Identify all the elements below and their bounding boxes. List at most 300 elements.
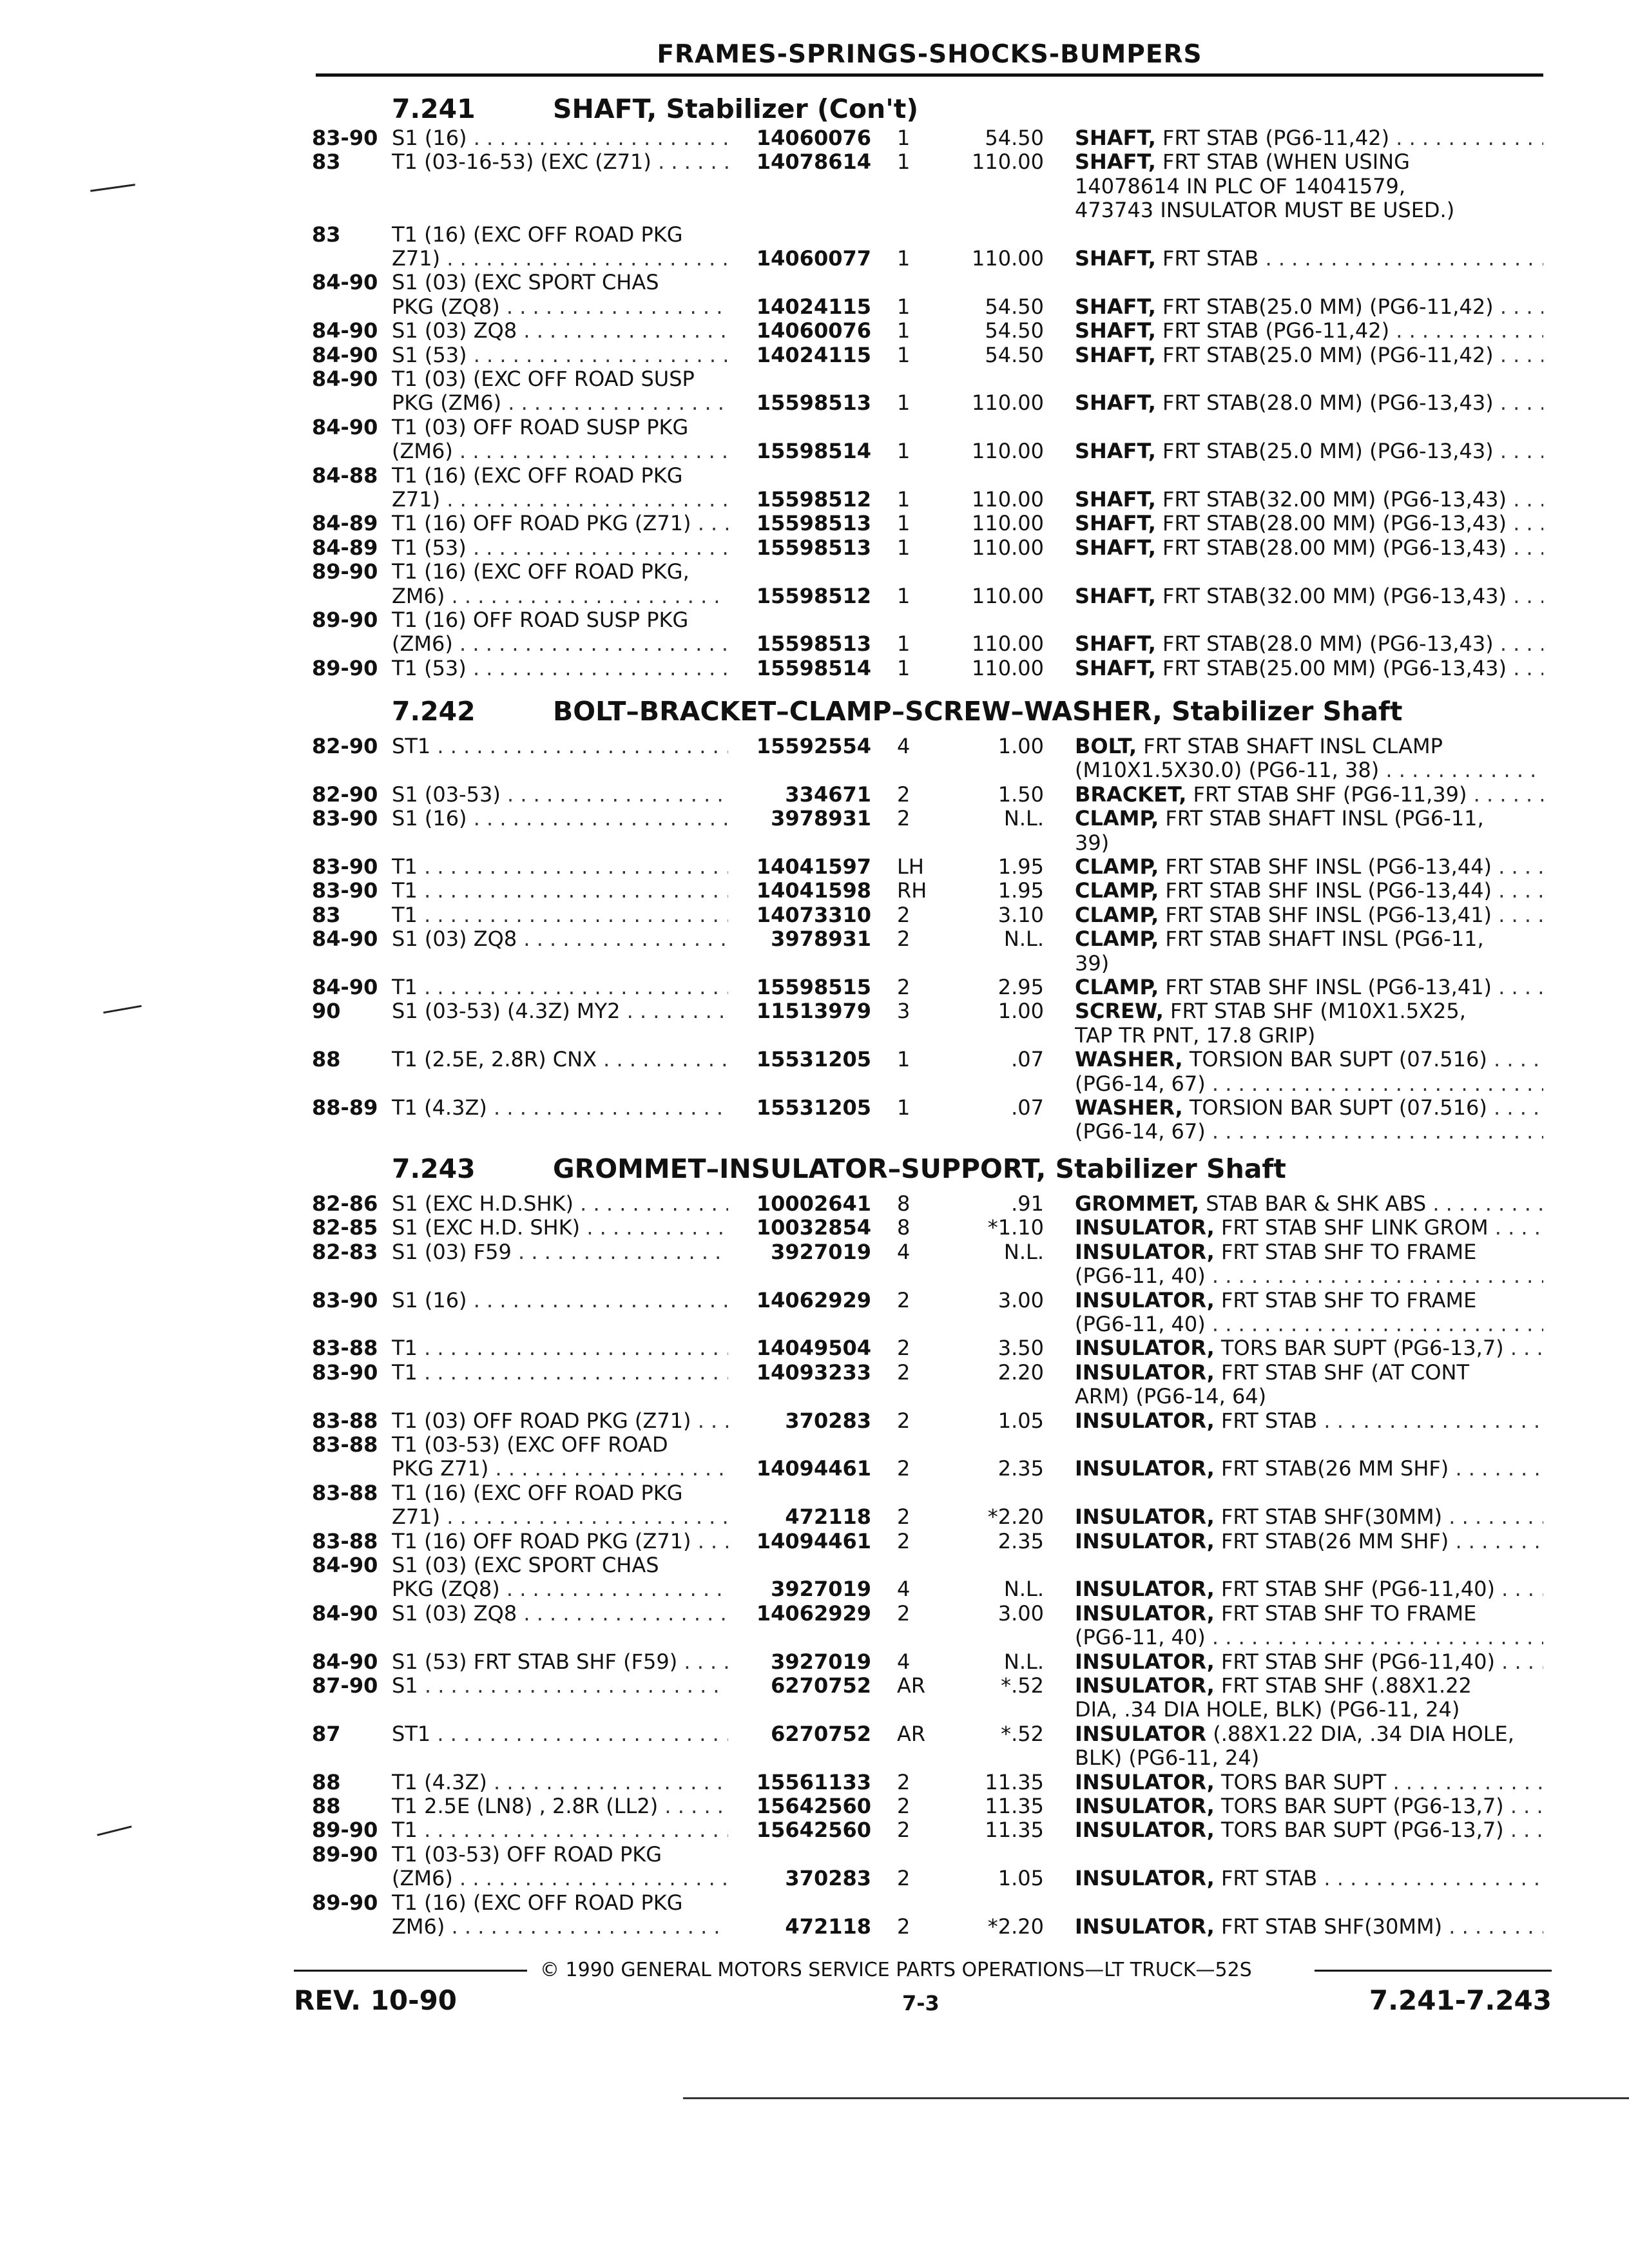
part-number: 15598514	[756, 656, 871, 680]
description-keyword: SHAFT,	[1075, 439, 1156, 463]
page-number: 7-3	[902, 1991, 940, 2015]
part-number: 15598513	[756, 631, 871, 656]
description-keyword: INSULATOR,	[1075, 1336, 1215, 1360]
model-years: 88	[312, 1770, 341, 1794]
description	[1075, 1312, 1543, 1336]
description-text: FRT STAB(26 MM SHF)	[1214, 1457, 1449, 1481]
application: T1 . . .	[392, 1361, 728, 1385]
description-keyword: CLAMP,	[1075, 927, 1159, 951]
quantity: 2	[897, 1770, 911, 1794]
part-number: 334671	[785, 782, 871, 807]
application: (ZM6) . . .	[392, 439, 728, 463]
description-keyword: INSULATOR,	[1075, 1674, 1215, 1698]
quantity: 1	[897, 584, 911, 608]
model-years: 84-90	[312, 343, 378, 367]
model-years: 89-90	[312, 559, 378, 584]
application: T1 (53) . . .	[392, 536, 728, 560]
application: Z71) . . .	[392, 488, 728, 512]
description-keyword: INSULATOR,	[1075, 1240, 1215, 1264]
description	[1075, 584, 1543, 608]
model-years: 82-90	[312, 734, 378, 758]
price: 1.05	[998, 1408, 1044, 1433]
description	[1075, 927, 1543, 951]
price: 1.50	[998, 782, 1044, 807]
price: .91	[1011, 1191, 1044, 1216]
application: T1 . . .	[392, 975, 728, 999]
description-text: FRT STAB (PG6-11,42)	[1155, 126, 1390, 150]
description-keyword: INSULATOR,	[1075, 1867, 1215, 1890]
quantity: 2	[897, 903, 911, 927]
quantity: 1	[897, 487, 911, 512]
price: 3.50	[998, 1336, 1044, 1360]
description	[1075, 319, 1543, 343]
description-text: FRT STAB(28.00 MM) (PG6-13,43)	[1155, 536, 1507, 560]
model-years: 83-88	[312, 1529, 378, 1553]
description	[1075, 1674, 1543, 1698]
description-text: FRT STAB(25.0 MM) (PG6-13,43)	[1155, 439, 1494, 463]
description	[1075, 1626, 1543, 1649]
application: T1 (16) (EXC OFF ROAD PKG	[392, 1891, 683, 1915]
description-text: FRT STAB(25.0 MM) (PG6-11,42)	[1155, 343, 1494, 367]
application: ZM6) . . .	[392, 1915, 728, 1939]
application: T1 . . .	[392, 903, 728, 927]
application: S1 (53) FRT STAB SHF (F59) . . .	[392, 1650, 728, 1674]
part-number: 3978931	[771, 806, 871, 831]
description-text: (PG6-14, 67)	[1075, 1120, 1206, 1144]
model-years: 88	[312, 1794, 341, 1818]
application: (ZM6) . . .	[392, 1867, 728, 1890]
application: T1 (16) (EXC OFF ROAD PKG	[392, 1481, 683, 1505]
price: 1.00	[998, 734, 1044, 758]
description-text: FRT STAB	[1214, 1867, 1318, 1890]
description	[1075, 1120, 1543, 1144]
description-text: ARM) (PG6-14, 64)	[1075, 1385, 1267, 1408]
part-number: 15598513	[756, 535, 871, 560]
part-number: 15598512	[756, 584, 871, 608]
application: Z71) . . .	[392, 247, 728, 271]
quantity: 2	[897, 1456, 911, 1481]
description-keyword: SHAFT,	[1075, 657, 1156, 680]
part-number: 15598512	[756, 487, 871, 512]
part-number: 10002641	[756, 1191, 871, 1216]
description-keyword: WASHER,	[1075, 1048, 1183, 1072]
description-keyword: CLAMP,	[1075, 807, 1159, 831]
description-keyword: SHAFT,	[1075, 126, 1156, 150]
description	[1075, 439, 1543, 463]
price: 1.95	[998, 878, 1044, 903]
application: S1 (03) ZQ8 . . .	[392, 1602, 728, 1626]
model-years: 84-90	[312, 1601, 378, 1626]
part-number: 3978931	[771, 927, 871, 951]
description	[1075, 1722, 1543, 1746]
model-years: 90	[312, 999, 341, 1023]
description-keyword: GROMMET,	[1075, 1192, 1200, 1216]
price: 110.00	[972, 631, 1044, 656]
part-number: 14094461	[756, 1456, 871, 1481]
description-keyword: SHAFT,	[1075, 319, 1156, 343]
application: PKG (ZQ8) . . .	[392, 1577, 728, 1601]
description-keyword: INSULATOR,	[1075, 1915, 1215, 1939]
application: T1 (16) (EXC OFF ROAD PKG	[392, 464, 683, 488]
description	[1075, 1361, 1543, 1385]
description	[1075, 1746, 1543, 1770]
model-years: 83	[312, 149, 341, 174]
model-years: 84-89	[312, 511, 378, 535]
description-keyword: SHAFT,	[1075, 488, 1156, 512]
section-title: BOLT–BRACKET–CLAMP–SCREW–WASHER, Stabilizer Shaft	[553, 696, 1403, 727]
quantity: 1	[897, 631, 911, 656]
description-text: FRT STAB SHF TO FRAME	[1214, 1289, 1477, 1312]
application: S1 (16) . . .	[392, 1289, 728, 1312]
part-number: 14078614	[756, 149, 871, 174]
description-text: TORS BAR SUPT	[1214, 1771, 1387, 1794]
section-title: GROMMET–INSULATOR–SUPPORT, Stabilizer Shaft	[553, 1153, 1286, 1184]
description-text: FRT STAB SHAFT INSL (PG6-11,	[1159, 927, 1484, 951]
description-text: TORS BAR SUPT (PG6-13,7)	[1214, 1336, 1504, 1360]
quantity: 2	[897, 1408, 911, 1433]
description-text: 14078614 IN PLC OF 14041579,	[1075, 175, 1406, 198]
quantity: 1	[897, 343, 911, 367]
price: *2.20	[987, 1504, 1044, 1529]
description-text: FRT STAB SHF INSL (PG6-13,41)	[1159, 903, 1492, 927]
model-years: 83-90	[312, 1288, 378, 1312]
description	[1075, 758, 1543, 782]
part-number: 15592554	[756, 734, 871, 758]
quantity: 2	[897, 1504, 911, 1529]
description-keyword: SHAFT,	[1075, 584, 1156, 608]
price: 3.00	[998, 1288, 1044, 1312]
quantity: 4	[897, 1577, 911, 1601]
application: T1 (03-16-53) (EXC (Z71) . . .	[392, 150, 728, 174]
part-number: 14094461	[756, 1529, 871, 1553]
application: Z71) . . .	[392, 1505, 728, 1529]
model-years: 82-90	[312, 782, 378, 807]
price: 110.00	[972, 535, 1044, 560]
price: 110.00	[972, 246, 1044, 271]
description-keyword: INSULATOR	[1075, 1722, 1207, 1746]
description-text: FRT STAB	[1155, 247, 1259, 271]
description-keyword: INSULATOR,	[1075, 1361, 1215, 1385]
part-number: 3927019	[771, 1577, 871, 1601]
part-number: 15561133	[756, 1770, 871, 1794]
application: S1 (03) F59 . . .	[392, 1240, 728, 1264]
model-years: 89-90	[312, 1890, 378, 1915]
quantity: 2	[897, 1866, 911, 1890]
quantity: AR	[897, 1673, 926, 1698]
header-rule	[316, 73, 1543, 77]
application: S1 (03) ZQ8 . . .	[392, 927, 728, 951]
description-text: FRT STAB SHAFT INSL CLAMP	[1137, 735, 1443, 758]
description	[1075, 735, 1543, 758]
model-years: 83-90	[312, 1360, 378, 1385]
description-keyword: SHAFT,	[1075, 632, 1156, 656]
quantity: 4	[897, 1649, 911, 1674]
part-number: 3927019	[771, 1649, 871, 1674]
description	[1075, 1505, 1543, 1529]
price: N.L.	[1003, 1240, 1044, 1264]
quantity: 2	[897, 1914, 911, 1939]
description-text: FRT STAB SHF TO FRAME	[1214, 1602, 1477, 1626]
application: S1 (03-53) (4.3Z) MY2 . . .	[392, 999, 728, 1023]
description-text: TAP TR PNT, 17.8 GRIP)	[1075, 1024, 1316, 1048]
description-text: FRT STAB (PG6-11,42)	[1155, 319, 1390, 343]
model-years: 84-90	[312, 975, 378, 999]
part-number: 14049504	[756, 1336, 871, 1360]
price: N.L.	[1003, 1649, 1044, 1674]
description-keyword: CLAMP,	[1075, 855, 1159, 879]
price: N.L.	[1003, 806, 1044, 831]
description	[1075, 1867, 1543, 1890]
description-text: (M10X1.5X30.0) (PG6-11, 38)	[1075, 758, 1380, 782]
price: 110.00	[972, 390, 1044, 415]
part-number: 15531205	[756, 1047, 871, 1072]
quantity: 2	[897, 1794, 911, 1818]
price: 11.35	[985, 1818, 1044, 1842]
description	[1075, 126, 1543, 150]
description-keyword: INSULATOR,	[1075, 1409, 1215, 1433]
part-number: 14024115	[756, 294, 871, 319]
description-keyword: INSULATOR,	[1075, 1794, 1215, 1818]
margin-mark	[90, 184, 135, 192]
price: .07	[1011, 1047, 1044, 1072]
description-text: FRT STAB SHF (PG6-11,40)	[1214, 1577, 1495, 1601]
model-years: 83-90	[312, 806, 378, 831]
application: T1 . . .	[392, 855, 728, 879]
price: 54.50	[985, 294, 1044, 319]
description-text: 473743 INSULATOR MUST BE USED.)	[1075, 198, 1455, 222]
model-years: 83	[312, 903, 341, 927]
section-number: 7.243	[392, 1153, 476, 1184]
price: 54.50	[985, 126, 1044, 150]
footer-rule-left	[294, 1970, 527, 1972]
description-text: TORS BAR SUPT (PG6-13,7)	[1214, 1818, 1504, 1842]
description-text: DIA, .34 DIA HOLE, BLK) (PG6-11, 24)	[1075, 1698, 1460, 1722]
description	[1075, 175, 1543, 198]
quantity: 4	[897, 734, 911, 758]
description-keyword: SHAFT,	[1075, 512, 1156, 535]
part-number: 11513979	[756, 999, 871, 1023]
part-number: 15531205	[756, 1095, 871, 1120]
description	[1075, 512, 1543, 535]
description-keyword: BOLT,	[1075, 735, 1137, 758]
application: S1 (53) . . .	[392, 343, 728, 367]
price: 11.35	[985, 1794, 1044, 1818]
description	[1075, 1024, 1543, 1048]
description	[1075, 1192, 1543, 1216]
description	[1075, 1915, 1543, 1939]
price: 110.00	[972, 149, 1044, 174]
model-years: 82-86	[312, 1191, 378, 1216]
quantity: 1	[897, 1095, 911, 1120]
quantity: 2	[897, 1601, 911, 1626]
application: T1 (16) (EXC OFF ROAD PKG,	[392, 560, 689, 584]
part-number: 370283	[785, 1866, 871, 1890]
description-keyword: SHAFT,	[1075, 391, 1156, 415]
description-text: FRT STAB SHF (M10X1.5X25,	[1163, 999, 1466, 1023]
quantity: 1	[897, 656, 911, 680]
price: *2.20	[987, 1914, 1044, 1939]
application: T1 (03) (EXC OFF ROAD SUSP	[392, 367, 695, 391]
part-number: 6270752	[771, 1673, 871, 1698]
quantity: LH	[897, 854, 924, 879]
description-text: FRT STAB SHF (.88X1.22	[1214, 1674, 1472, 1698]
description	[1075, 1698, 1543, 1722]
part-number: 14073310	[756, 903, 871, 927]
description-keyword: INSULATOR,	[1075, 1530, 1215, 1553]
footer-copyright: © 1990 GENERAL MOTORS SERVICE PARTS OPERATIONS—LT TRUCK—52S	[540, 1959, 1252, 1981]
description	[1075, 657, 1543, 680]
description-text: FRT STAB SHF LINK GROM	[1214, 1216, 1489, 1240]
description	[1075, 1216, 1543, 1240]
price: 1.95	[998, 854, 1044, 879]
application: ZM6) . . .	[392, 584, 728, 608]
description-keyword: INSULATOR,	[1075, 1577, 1215, 1601]
model-years: 89-90	[312, 1818, 378, 1842]
footer-rule-right	[1315, 1970, 1552, 1972]
part-number: 14062929	[756, 1288, 871, 1312]
part-number: 14041598	[756, 878, 871, 903]
model-years: 83-88	[312, 1481, 378, 1505]
description-keyword: INSULATOR,	[1075, 1602, 1215, 1626]
part-number: 370283	[785, 1408, 871, 1433]
description-text: FRT STAB SHF (PG6-11,40)	[1214, 1650, 1495, 1674]
description	[1075, 488, 1543, 512]
description-text: FRT STAB(25.00 MM) (PG6-13,43)	[1155, 657, 1507, 680]
application: T1 (16) OFF ROAD PKG (Z71) . . .	[392, 1530, 728, 1553]
description	[1075, 1577, 1543, 1601]
part-number: 472118	[785, 1914, 871, 1939]
part-number: 472118	[785, 1504, 871, 1529]
revision-label: REV. 10-90	[294, 1984, 458, 2016]
model-years: 83-88	[312, 1336, 378, 1360]
description	[1075, 536, 1543, 560]
application: T1 (16) OFF ROAD PKG (Z71) . . .	[392, 512, 728, 535]
description-text: 39)	[1075, 952, 1110, 975]
application: T1 (03) OFF ROAD PKG (Z71) . . .	[392, 1409, 728, 1433]
description-text: FRT STAB(25.0 MM) (PG6-11,42)	[1155, 295, 1494, 319]
part-number: 15642560	[756, 1794, 871, 1818]
quantity: 8	[897, 1191, 911, 1216]
part-number: 3927019	[771, 1240, 871, 1264]
model-years: 83-88	[312, 1408, 378, 1433]
application: T1 (03-53) OFF ROAD PKG	[392, 1843, 662, 1867]
price: 2.95	[998, 975, 1044, 999]
description	[1075, 999, 1543, 1023]
description-keyword: CLAMP,	[1075, 879, 1159, 903]
price: 2.35	[998, 1456, 1044, 1481]
part-number: 15598513	[756, 511, 871, 535]
quantity: 1	[897, 246, 911, 271]
application: S1 (16) . . .	[392, 807, 728, 831]
price: 2.20	[998, 1360, 1044, 1385]
description-keyword: SCREW,	[1075, 999, 1164, 1023]
application: (ZM6) . . .	[392, 632, 728, 656]
description	[1075, 903, 1543, 927]
description-text: FRT STAB (WHEN USING	[1155, 150, 1410, 174]
description	[1075, 1289, 1543, 1312]
description	[1075, 247, 1543, 271]
part-number: 15642560	[756, 1818, 871, 1842]
model-years: 84-90	[312, 415, 378, 439]
description-keyword: SHAFT,	[1075, 536, 1156, 560]
model-years: 89-90	[312, 1842, 378, 1867]
description	[1075, 1818, 1543, 1842]
section-heading	[392, 93, 918, 124]
description-keyword: SHAFT,	[1075, 150, 1156, 174]
description-text: FRT STAB(28.0 MM) (PG6-13,43)	[1155, 391, 1494, 415]
description-text: FRT STAB	[1214, 1409, 1318, 1433]
quantity: 2	[897, 782, 911, 807]
application: PKG (ZQ8) . . .	[392, 295, 728, 319]
description	[1075, 1240, 1543, 1264]
price: 54.50	[985, 343, 1044, 367]
description	[1075, 952, 1543, 975]
description	[1075, 1264, 1543, 1288]
margin-mark	[97, 1825, 131, 1836]
section-range: 7.241-7.243	[1369, 1984, 1552, 2016]
description-text: FRT STAB SHF (PG6-11,39)	[1186, 783, 1467, 807]
description-keyword: WASHER,	[1075, 1096, 1183, 1120]
description	[1075, 391, 1543, 415]
description	[1075, 879, 1543, 903]
quantity: 2	[897, 1529, 911, 1553]
description	[1075, 1048, 1543, 1072]
description-keyword: INSULATOR,	[1075, 1818, 1215, 1842]
description	[1075, 150, 1543, 174]
model-years: 83	[312, 222, 341, 247]
description-text: FRT STAB(26 MM SHF)	[1214, 1530, 1449, 1553]
quantity: 1	[897, 294, 911, 319]
price: 11.35	[985, 1770, 1044, 1794]
description	[1075, 1530, 1543, 1553]
model-years: 83-90	[312, 126, 378, 150]
description-keyword: SHAFT,	[1075, 247, 1156, 271]
section-heading	[392, 696, 1402, 727]
quantity: 2	[897, 806, 911, 831]
quantity: 1	[897, 439, 911, 463]
description	[1075, 1385, 1543, 1408]
quantity: 8	[897, 1215, 911, 1240]
application: S1 (16) . . .	[392, 126, 728, 150]
application: T1 (4.3Z) . . .	[392, 1096, 728, 1120]
description-keyword: INSULATOR,	[1075, 1289, 1215, 1312]
price: 110.00	[972, 584, 1044, 608]
description-text: TORSION BAR SUPT (07.516)	[1182, 1048, 1487, 1072]
description-text: FRT STAB SHF (AT CONT	[1214, 1361, 1469, 1385]
application: T1 . . .	[392, 1336, 728, 1360]
description-text: BLK) (PG6-11, 24)	[1075, 1746, 1260, 1770]
application: S1 (EXC H.D.SHK) . . .	[392, 1192, 728, 1216]
application: ST1 . . .	[392, 1722, 728, 1746]
model-years: 84-90	[312, 270, 378, 294]
description-text: FRT STAB SHAFT INSL (PG6-11,	[1159, 807, 1484, 831]
application: T1 2.5E (LN8) , 2.8R (LL2) . . .	[392, 1794, 728, 1818]
application: T1 (53) . . .	[392, 657, 728, 680]
price: 54.50	[985, 318, 1044, 343]
description-text: FRT STAB SHF(30MM)	[1214, 1505, 1443, 1529]
application: T1 (16) (EXC OFF ROAD PKG	[392, 223, 683, 247]
quantity: RH	[897, 878, 927, 903]
description-keyword: INSULATOR,	[1075, 1457, 1215, 1481]
price: 3.00	[998, 1601, 1044, 1626]
bottom-rule	[683, 2097, 1629, 2099]
description-keyword: SHAFT,	[1075, 295, 1156, 319]
quantity: AR	[897, 1722, 926, 1746]
description-text: (PG6-11, 40)	[1075, 1312, 1206, 1336]
price: 3.10	[998, 903, 1044, 927]
model-years: 88-89	[312, 1095, 378, 1120]
quantity: 2	[897, 927, 911, 951]
